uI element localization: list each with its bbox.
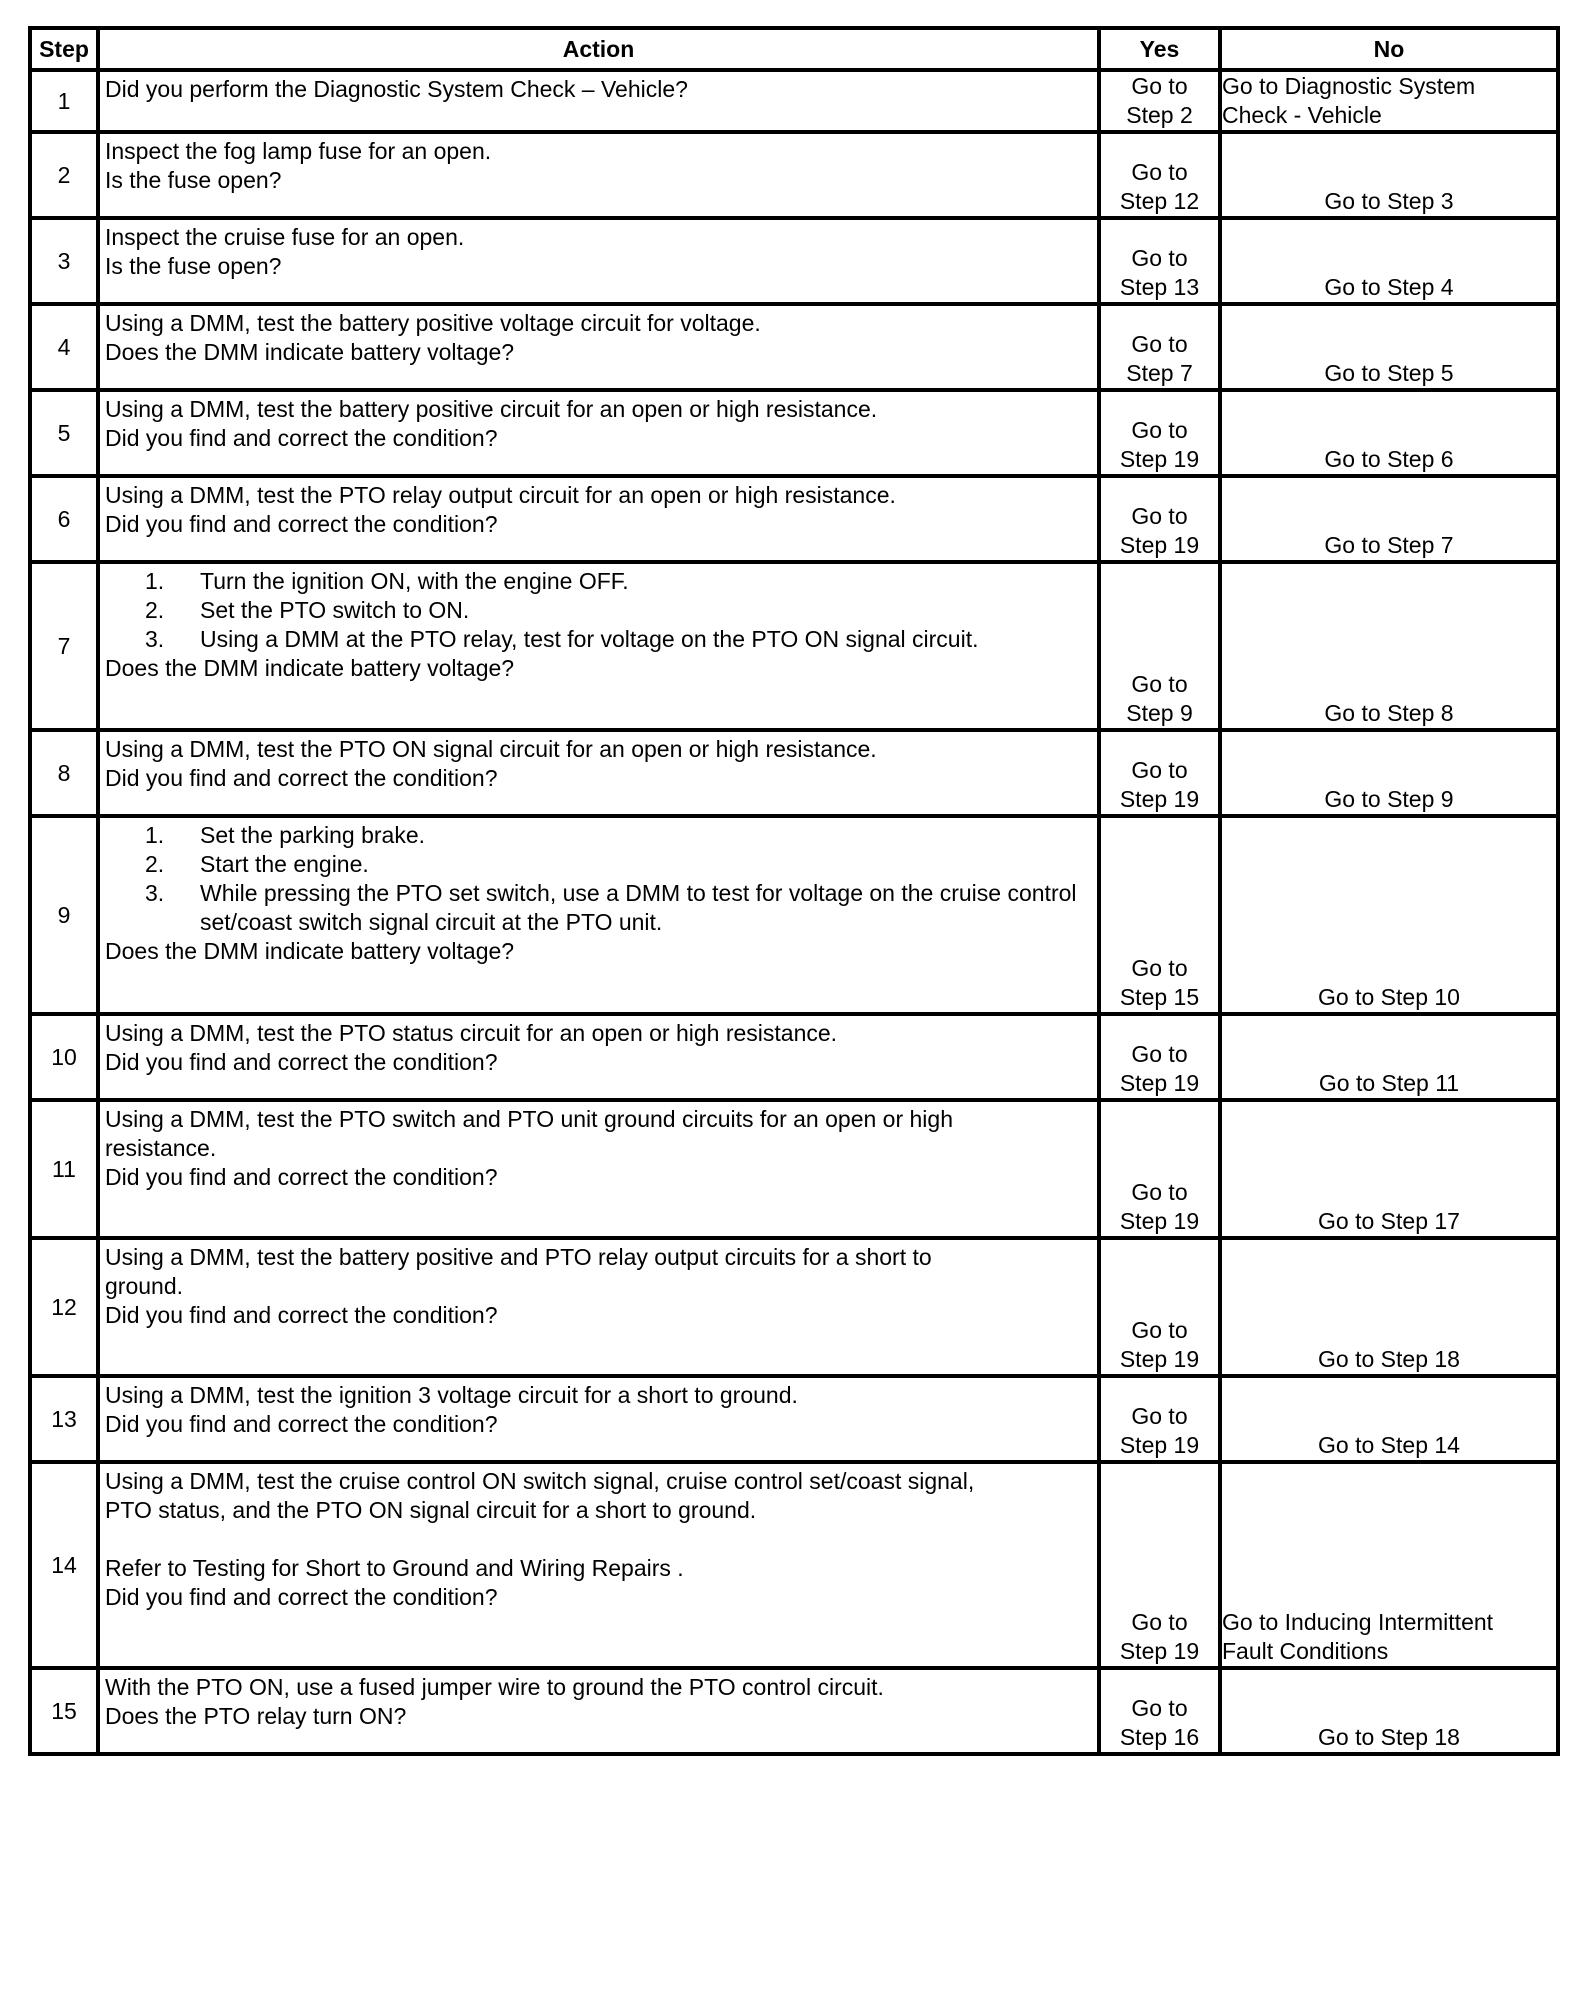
procedure-list — [105, 821, 1091, 937]
list-number: 3. — [145, 880, 165, 906]
table-row — [30, 218, 1558, 304]
step-number: 3 — [30, 218, 98, 304]
action-text: Inspect the cruise fuse for an open. — [105, 224, 465, 250]
action-question: Did you find and correct the condition? — [105, 1302, 498, 1328]
table-row — [30, 70, 1558, 132]
list-item — [145, 596, 1091, 625]
header-step: Step — [30, 28, 98, 70]
step-number: 10 — [30, 1014, 98, 1100]
step-number: 1 — [30, 70, 98, 132]
action-cell — [98, 1462, 1099, 1668]
table-row — [30, 730, 1558, 816]
list-item — [145, 625, 1091, 654]
action-text: With the PTO ON, use a fused jumper wire to ground the PTO control circuit. — [105, 1674, 884, 1700]
table-row — [30, 304, 1558, 390]
yes-cell: Go to Step 9 — [1099, 562, 1220, 730]
table-row — [30, 132, 1558, 218]
yes-cell: Go to Step 19 — [1099, 1100, 1220, 1238]
action-text: Using a DMM, test the battery positive and PTO relay output circuits for a short to ground. — [105, 1244, 932, 1299]
action-text: Did you perform the Diagnostic System Check – Vehicle? — [105, 76, 688, 102]
no-cell: Go to Inducing Intermittent Fault Conditions — [1220, 1462, 1558, 1668]
table-row — [30, 1668, 1558, 1754]
table-row — [30, 1100, 1558, 1238]
step-number: 12 — [30, 1238, 98, 1376]
action-question: Did you find and correct the condition? — [105, 1164, 498, 1190]
list-item-text: Set the PTO switch to ON. — [200, 597, 470, 623]
action-cell — [98, 1014, 1099, 1100]
step-number: 15 — [30, 1668, 98, 1754]
action-cell — [98, 562, 1099, 730]
table-row — [30, 816, 1558, 1014]
action-question: Does the PTO relay turn ON? — [105, 1703, 407, 1729]
spacer — [105, 1525, 1091, 1554]
list-item — [145, 879, 1091, 937]
no-cell: Go to Step 10 — [1220, 816, 1558, 1014]
no-cell: Go to Step 9 — [1220, 730, 1558, 816]
action-cell — [98, 304, 1099, 390]
list-item-text: Start the engine. — [200, 851, 369, 877]
action-cell — [98, 218, 1099, 304]
list-number: 2. — [145, 597, 165, 623]
yes-cell: Go to Step 2 — [1099, 70, 1220, 132]
no-cell: Go to Step 6 — [1220, 390, 1558, 476]
action-text: Using a DMM, test the battery positive circuit for an open or high resistance. — [105, 396, 878, 422]
list-number: 1. — [145, 822, 165, 848]
table-row — [30, 390, 1558, 476]
action-question: Did you find and correct the condition? — [105, 1411, 498, 1437]
list-item-text: Using a DMM at the PTO relay, test for voltage on the PTO ON signal circuit. — [200, 626, 979, 652]
no-cell: Go to Diagnostic System Check - Vehicle — [1220, 70, 1558, 132]
yes-cell: Go to Step 19 — [1099, 730, 1220, 816]
table-row — [30, 1238, 1558, 1376]
action-cell — [98, 730, 1099, 816]
action-question: Is the fuse open? — [105, 253, 282, 279]
table-row — [30, 562, 1558, 730]
action-text: Using a DMM, test the PTO relay output circuit for an open or high resistance. — [105, 482, 896, 508]
action-question: Does the DMM indicate battery voltage? — [105, 339, 515, 365]
yes-cell: Go to Step 15 — [1099, 816, 1220, 1014]
action-question: Does the DMM indicate battery voltage? — [105, 655, 515, 681]
list-number: 2. — [145, 851, 165, 877]
action-cell — [98, 816, 1099, 1014]
action-text: Using a DMM, test the battery positive voltage circuit for voltage. — [105, 310, 761, 336]
header-no: No — [1220, 28, 1558, 70]
step-number: 8 — [30, 730, 98, 816]
step-number: 14 — [30, 1462, 98, 1668]
yes-cell: Go to Step 19 — [1099, 476, 1220, 562]
yes-cell: Go to Step 13 — [1099, 218, 1220, 304]
table-row — [30, 1376, 1558, 1462]
step-number: 6 — [30, 476, 98, 562]
yes-cell: Go to Step 12 — [1099, 132, 1220, 218]
action-text: Using a DMM, test the ignition 3 voltage circuit for a short to ground. — [105, 1382, 798, 1408]
action-text: Inspect the fog lamp fuse for an open. — [105, 138, 492, 164]
step-number: 13 — [30, 1376, 98, 1462]
yes-cell: Go to Step 7 — [1099, 304, 1220, 390]
list-item-text: Set the parking brake. — [200, 822, 426, 848]
no-cell: Go to Step 11 — [1220, 1014, 1558, 1100]
action-cell — [98, 1668, 1099, 1754]
header-row — [30, 28, 1558, 70]
action-question: Did you find and correct the condition? — [105, 511, 498, 537]
list-number: 3. — [145, 626, 165, 652]
yes-cell: Go to Step 19 — [1099, 1238, 1220, 1376]
yes-cell: Go to Step 19 — [1099, 1462, 1220, 1668]
action-cell — [98, 1376, 1099, 1462]
action-text: Using a DMM, test the PTO status circuit for an open or high resistance. — [105, 1020, 838, 1046]
yes-cell: Go to Step 19 — [1099, 1014, 1220, 1100]
action-question: Is the fuse open? — [105, 167, 282, 193]
step-number: 2 — [30, 132, 98, 218]
no-cell: Go to Step 4 — [1220, 218, 1558, 304]
action-cell — [98, 390, 1099, 476]
list-number: 1. — [145, 568, 165, 594]
no-cell: Go to Step 14 — [1220, 1376, 1558, 1462]
procedure-list — [105, 567, 1091, 654]
action-cell — [98, 70, 1099, 132]
list-item — [145, 821, 1091, 850]
step-number: 4 — [30, 304, 98, 390]
action-cell — [98, 132, 1099, 218]
action-cell — [98, 1100, 1099, 1238]
action-text: Using a DMM, test the PTO switch and PTO unit ground circuits for an open or high resistance. — [105, 1106, 953, 1161]
action-cell — [98, 476, 1099, 562]
no-cell: Go to Step 8 — [1220, 562, 1558, 730]
header-action: Action — [98, 28, 1099, 70]
no-cell: Go to Step 17 — [1220, 1100, 1558, 1238]
step-number: 5 — [30, 390, 98, 476]
action-question: Does the DMM indicate battery voltage? — [105, 938, 515, 964]
action-question: Did you find and correct the condition? — [105, 425, 498, 451]
step-number: 7 — [30, 562, 98, 730]
refer-link[interactable]: Refer to Testing for Short to Ground and Wiring Repairs . — [105, 1555, 684, 1581]
action-text: Using a DMM, test the cruise control ON switch signal, cruise control set/coast signal, PTO status, and the PTO ON signal circuit for a short to ground. — [105, 1468, 975, 1523]
action-question: Did you find and correct the condition? — [105, 765, 498, 791]
list-item — [145, 850, 1091, 879]
table-row — [30, 1462, 1558, 1668]
list-item — [145, 567, 1091, 596]
step-number: 9 — [30, 816, 98, 1014]
action-cell — [98, 1238, 1099, 1376]
action-question: Did you find and correct the condition? — [105, 1584, 498, 1610]
step-number: 11 — [30, 1100, 98, 1238]
action-text: Using a DMM, test the PTO ON signal circuit for an open or high resistance. — [105, 736, 877, 762]
diagnostic-table — [28, 26, 1560, 1756]
no-cell: Go to Step 7 — [1220, 476, 1558, 562]
no-cell: Go to Step 18 — [1220, 1238, 1558, 1376]
no-cell: Go to Step 18 — [1220, 1668, 1558, 1754]
action-question: Did you find and correct the condition? — [105, 1049, 498, 1075]
no-cell: Go to Step 3 — [1220, 132, 1558, 218]
yes-cell: Go to Step 16 — [1099, 1668, 1220, 1754]
yes-cell: Go to Step 19 — [1099, 390, 1220, 476]
header-yes: Yes — [1099, 28, 1220, 70]
no-cell: Go to Step 5 — [1220, 304, 1558, 390]
list-item-text: Turn the ignition ON, with the engine OFF. — [200, 568, 629, 594]
yes-cell: Go to Step 19 — [1099, 1376, 1220, 1462]
list-item-text: While pressing the PTO set switch, use a DMM to test for voltage on the cruise control set/coast switch signal circuit at the PTO unit. — [200, 880, 1077, 935]
table-row — [30, 476, 1558, 562]
table-row — [30, 1014, 1558, 1100]
